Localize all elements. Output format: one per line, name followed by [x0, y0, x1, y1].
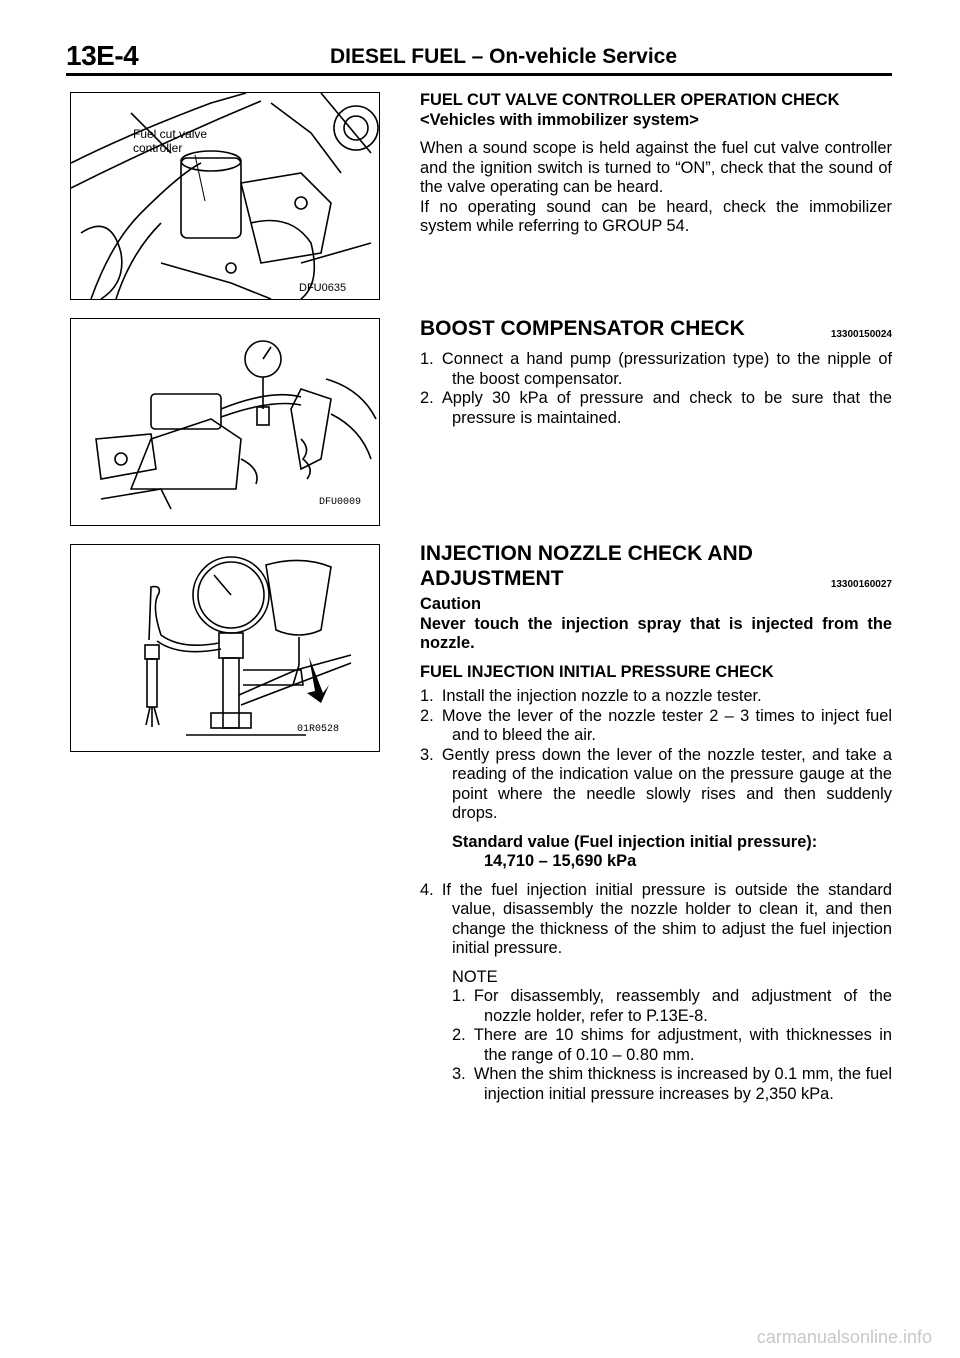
step-4: 4. If the fuel injection initial pressure is outside the standard value, disassembly the nozzle holder to clean it, and then change the thickness of the shim to adjust the fuel injection initial pressure.	[420, 880, 892, 957]
paragraph: If no operating sound can be heard, check the immobilizer system while referring to GROUP 54.	[420, 197, 892, 235]
section-subheading: <Vehicles with immobilizer system>	[420, 110, 699, 129]
figure-boost-compensator	[70, 318, 380, 526]
figure-id: 01R0528	[297, 724, 340, 735]
footer-watermark: carmanualsonline.info	[756, 1327, 932, 1347]
standard-value: 14,710 – 15,690 kPa	[484, 852, 637, 870]
heading-text: ADJUSTMENT	[420, 567, 564, 590]
step-2: 2. Apply 30 kPa of pressure and check to be sure that the pressure is maintained.	[420, 389, 892, 427]
figure-callout-line2: controller	[133, 141, 183, 155]
subsection-heading: FUEL INJECTION INITIAL PRESSURE CHECK	[420, 662, 774, 681]
figure-fuel-cut-valve	[70, 92, 380, 300]
note-1: 1. For disassembly, reassembly and adjustment of the nozzle holder, refer to P.13E-8.	[452, 987, 892, 1025]
caution-label: Caution	[420, 595, 482, 613]
step-1: 1. Connect a hand pump (pressurization type) to the nipple of the boost compensator.	[420, 350, 892, 388]
page-title: DIESEL FUEL – On-vehicle Service	[330, 45, 678, 68]
step-3: 3. Gently press down the lever of the nozzle tester, and take a reading of the indication value on the pressure gauge at the point where the needle slowly rises and then suddenly drops.	[420, 745, 892, 822]
section-code: 13300160027	[830, 579, 892, 590]
section-code: 13300150024	[830, 329, 892, 340]
section-fuel-cut-valve	[420, 91, 892, 237]
paragraph: When a sound scope is held against the fuel cut valve controller and the ignition switch is turned to “ON”, check that the sound of the valve operating can be heard.	[420, 139, 892, 196]
standard-value-label: Standard value (Fuel injection initial pressure):	[452, 832, 818, 851]
caution-text: Never touch the injection spray that is injected from the nozzle.	[420, 614, 892, 652]
header-rule	[66, 73, 892, 76]
step-1: 1. Install the injection nozzle to a nozzle tester.	[420, 687, 762, 705]
step-2: 2. Move the lever of the nozzle tester 2 – 3 times to inject fuel and to bleed the air.	[420, 706, 892, 744]
note-label: NOTE	[452, 967, 498, 986]
figure-id: DFU0635	[299, 282, 347, 294]
page-code: 13E-4	[66, 40, 139, 71]
note-2: 2. There are 10 shims for adjustment, with thicknesses in the range of 0.10 – 0.80 mm.	[452, 1026, 892, 1064]
heading-text: BOOST COMPENSATOR CHECK	[420, 317, 745, 340]
section-injection-nozzle	[420, 541, 892, 1104]
section-heading: FUEL CUT VALVE CONTROLLER OPERATION CHECK	[420, 91, 840, 109]
section-heading	[420, 566, 892, 591]
note-3: 3. When the shim thickness is increased by 0.1 mm, the fuel injection initial pressure increases by 2,350 kPa.	[452, 1065, 893, 1103]
figure-callout-line1: Fuel cut valve	[133, 127, 208, 141]
section-heading	[420, 316, 892, 341]
figure-id: DFU0009	[319, 497, 362, 508]
section-heading: INJECTION NOZZLE CHECK AND	[420, 542, 753, 565]
figure-nozzle-tester	[70, 544, 380, 752]
section-boost-compensator	[420, 316, 892, 428]
